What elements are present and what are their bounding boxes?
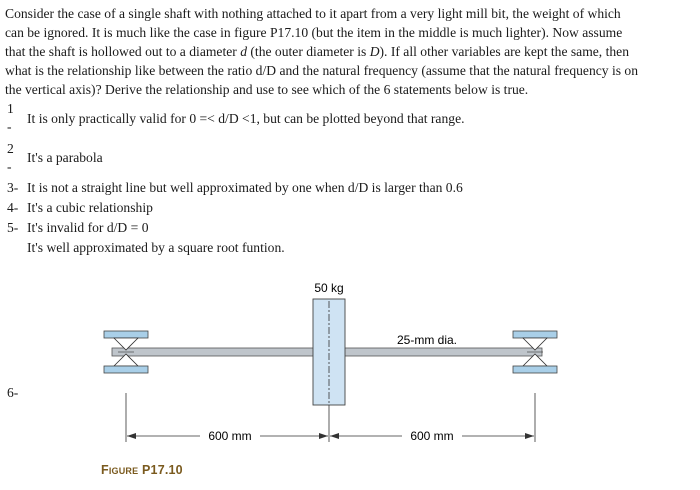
statement-1-number: 1 [7,101,14,116]
figure-caption: Figure P17.10 [101,463,183,477]
right-span-label: 600 mm [410,429,454,443]
question-line-3: that the shaft is hollowed out to a diameter d (the outer diameter is D). If all other variables are kept the same, then [5,44,630,59]
diameter-label: 25-mm dia. [397,333,458,347]
statement-3-text: It is not a straight line but well approximated by one when d/D is larger than 0.6 [27,180,463,195]
left-span-label: 600 mm [208,429,252,443]
question-line-2: can be ignored. It is much like the case in figure P17.10 (but the item in the middle is much lighter). Now assume [5,25,623,40]
statement-2-number: 2 [7,141,14,156]
statement-5-number: 5- [7,220,19,235]
mass-disk [313,299,345,405]
statement-3-number: 3- [7,180,19,195]
question-line-5: the vertical axis)? Derive the relationship and use to see which of the 6 statements below is true. [5,82,529,97]
statement-2-text: It's a parabola [27,150,103,165]
statement-5-text: It's invalid for d/D = 0 [27,220,149,235]
statement-6-number: 6- [7,385,19,400]
question-line-4: what is the relationship like between the ratio d/D and the natural frequency (assume that the natural frequency is on [5,63,639,78]
mass-label: 50 kg [314,281,344,295]
statement-1-dash: - [7,119,12,134]
statement-1-text: It is only practically valid for 0 =< d/D <1, but can be plotted beyond that range. [27,111,465,126]
statement-2-dash: - [7,159,12,174]
statement-extra-text: It's well approximated by a square root funtion. [27,240,285,255]
statement-4-number: 4- [7,200,19,215]
question-line-1: Consider the case of a single shaft with nothing attached to it apart from a very light mill bit, the weight of which [5,6,621,21]
statement-4-text: It's a cubic relationship [27,200,153,215]
